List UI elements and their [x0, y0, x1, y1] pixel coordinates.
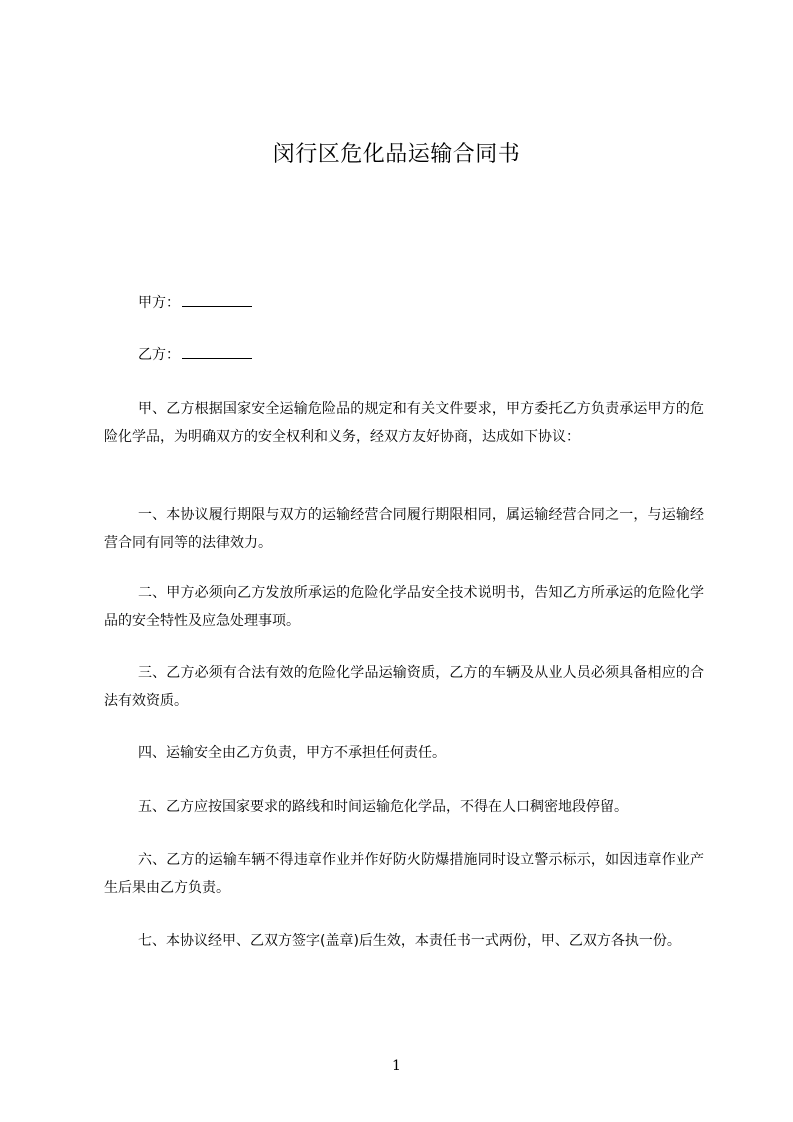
- party-b-line: [138, 344, 252, 365]
- document-title: 闵行区危化品运输合同书: [272, 142, 521, 167]
- clause-7: [104, 927, 704, 955]
- party-a-blank: [182, 292, 252, 307]
- clause-1: [104, 501, 704, 557]
- party-a-line: [138, 292, 252, 313]
- clause-3: [104, 659, 704, 715]
- party-a-label: 甲方：: [138, 295, 180, 311]
- clause-text: 四、运输安全由乙方负责，甲方不承担任何责任。: [138, 745, 446, 761]
- clause-4: [104, 739, 704, 767]
- party-b-label: 乙方：: [138, 347, 180, 363]
- preamble-text: 甲、乙方根据国家安全运输危险品的规定和有关文件要求，甲方委托乙方负责承运甲方的危险化学品，为明确双方的安全权利和义务，经双方友好协商，达成如下协议：: [104, 401, 704, 445]
- clause-text: 六、乙方的运输车辆不得违章作业并作好防火防爆措施同时设立警示标示，如因违章作业产生后果由乙方负责。: [104, 852, 704, 896]
- clause-text: 五、乙方应按国家要求的路线和时间运输危化学品，不得在人口稠密地段停留。: [138, 799, 628, 815]
- clause-6: [104, 846, 704, 902]
- clause-text: 一、本协议履行期限与双方的运输经营合同履行期限相同，属运输经营合同之一，与运输经营合同有同等的法律效力。: [104, 507, 704, 551]
- clause-text: 七、本协议经甲、乙双方签字(盖章)后生效，本责任书一式两份，甲、乙双方各执一份。: [138, 933, 681, 949]
- clause-text: 三、乙方必须有合法有效的危险化学品运输资质，乙方的车辆及从业人员必须具备相应的合法有效资质。: [104, 665, 704, 709]
- clause-text: 二、甲方必须向乙方发放所承运的危险化学品安全技术说明书，告知乙方所承运的危险化学品的安全特性及应急处理事项。: [104, 585, 704, 629]
- page-number: 1: [392, 1058, 401, 1074]
- clause-5: [104, 793, 704, 821]
- preamble-paragraph: [104, 395, 704, 451]
- party-b-blank: [182, 344, 252, 359]
- clause-2: [104, 579, 704, 635]
